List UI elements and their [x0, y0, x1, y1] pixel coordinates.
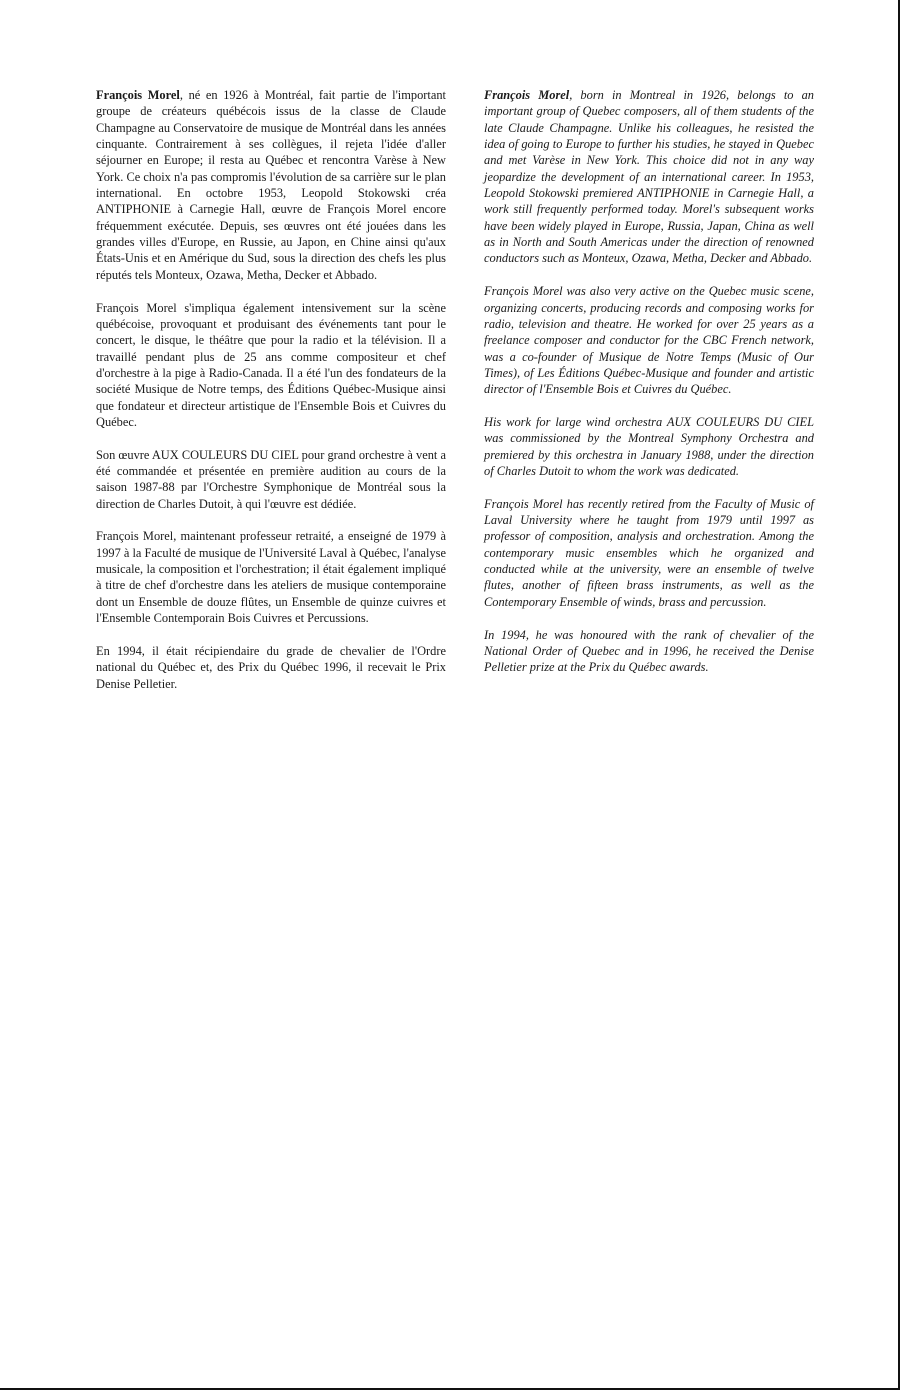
english-paragraph-3: His work for large wind orchestra AUX COULEURS DU CIEL was commissioned by the Montreal Symphony Orchestra and premiered by this orchestra in January 1988, under the direction of Charles Dutoit to whom the work was dedicated.: [484, 414, 814, 478]
french-paragraph-4: François Morel, maintenant professeur retraité, a enseigné de 1979 à 1997 à la Faculté de musique de l'Université Laval à Québec, l'analyse musicale, la composition et l'orchestration; il était également impliqué à titre de chef d'orchestre dans les ateliers de musique contemporaine dont un Ensemble de douze flûtes, un Ensemble de quinze cuivres et l'Ensemble Contemporain Bois Cuivres et Percussions.: [96, 529, 446, 626]
english-paragraph-2: François Morel was also very active on the Quebec music scene, organizing concerts, producing records and composing works for radio, television and theatre. He worked for over 25 years as a freelance composer and conductor for the CBC French network, was a co-founder of Musique de Notre Temps (Music of Our Times), of Les Éditions Québec-Musique and founder and artistic director of l'Ensemble Bois et Cuivres du Québec.: [484, 284, 814, 397]
composer-name-bold: François Morel: [484, 88, 570, 102]
french-paragraph-1-text: , né en 1926 à Montréal, fait partie de l'important groupe de créateurs québécois issus de la classe de Claude Champagne au Conservatoire de musique de Montréal dans les années cinquante. Contrairement à ses collègues, il rejeta l'idée d'aller séjourner en Europe; il resta au Québec et rencontra Varèse à New York. Ce choix n'a pas compromis l'évolution de sa carrière sur le plan international. En octobre 1953, Leopold Stokowski créa ANTIPHONIE à Carnegie Hall, œuvre de François Morel encore fréquemment exécutée. Depuis, ses œuvres ont été jouées dans les grandes villes d'Europe, en Russie, au Japon, en Chine ainsi qu'aux États-Unis et en Amérique du Sud, sous la direction des chefs les plus réputés tels Monteux, Ozawa, Metha, Decker et Abbado.: [96, 88, 446, 282]
french-biography-column: [96, 87, 446, 708]
english-paragraph-1: [484, 87, 814, 267]
composer-name-bold: François Morel: [96, 88, 180, 102]
french-paragraph-3: Son œuvre AUX COULEURS DU CIEL pour grand orchestre à vent a été commandée et présentée en première audition au cours de la saison 1987-88 par l'Orchestre Symphonique de Montréal sous la direction de Charles Dutoit, à qui l'œuvre est dédiée.: [96, 447, 446, 511]
french-paragraph-5: En 1994, il était récipiendaire du grade de chevalier de l'Ordre national du Québec et, des Prix du Québec 1996, il recevait le Prix Denise Pelletier.: [96, 643, 446, 691]
french-paragraph-1: [96, 87, 446, 283]
english-biography-column: [484, 87, 814, 692]
english-paragraph-4: François Morel has recently retired from the Faculty of Music of Laval University where he taught from 1979 until 1997 as professor of composition, analysis and orchestration. Among the contemporary music ensembles which he organized and conducted while at the university, were an ensemble of twelve flutes, another of fifteen brass instruments, as well as the Contemporary Ensemble of winds, brass and percussion.: [484, 496, 814, 609]
english-paragraph-1-text: , born in Montreal in 1926, belongs to an important group of Quebec composers, all of them students of the late Claude Champagne. Unlike his colleagues, he resisted the idea of going to Europe to further his studies, he stayed in Quebec and met Varèse in New York. This choice did not in any way jeopardize the development of an international career. In 1953, Leopold Stokowski premiered ANTIPHONIE in Carnegie Hall, a work still frequently performed today. Morel's subsequent works have been widely played in Europe, Russia, Japan, China as well as in North and South Americas under the direction of renowned conductors such as Monteux, Ozawa, Metha, Decker and Abbado.: [484, 88, 814, 266]
english-paragraph-5: In 1994, he was honoured with the rank of chevalier of the National Order of Quebec and in 1996, he received the Denise Pelletier prize at the Prix du Québec awards.: [484, 627, 814, 675]
french-paragraph-2: François Morel s'impliqua également intensivement sur la scène québécoise, provoquant et produisant des événements tant pour le concert, le disque, le théâtre que pour la radio et la télévision. Il a travaillé pendant plus de 25 ans comme compositeur et chef d'orchestre à la pige à Radio-Canada. Il a été l'un des fondateurs de la société Musique de Notre temps, des Éditions Québec-Musique ainsi que fondateur et directeur artistique de l'Ensemble Bois et Cuivres du Québec.: [96, 300, 446, 429]
